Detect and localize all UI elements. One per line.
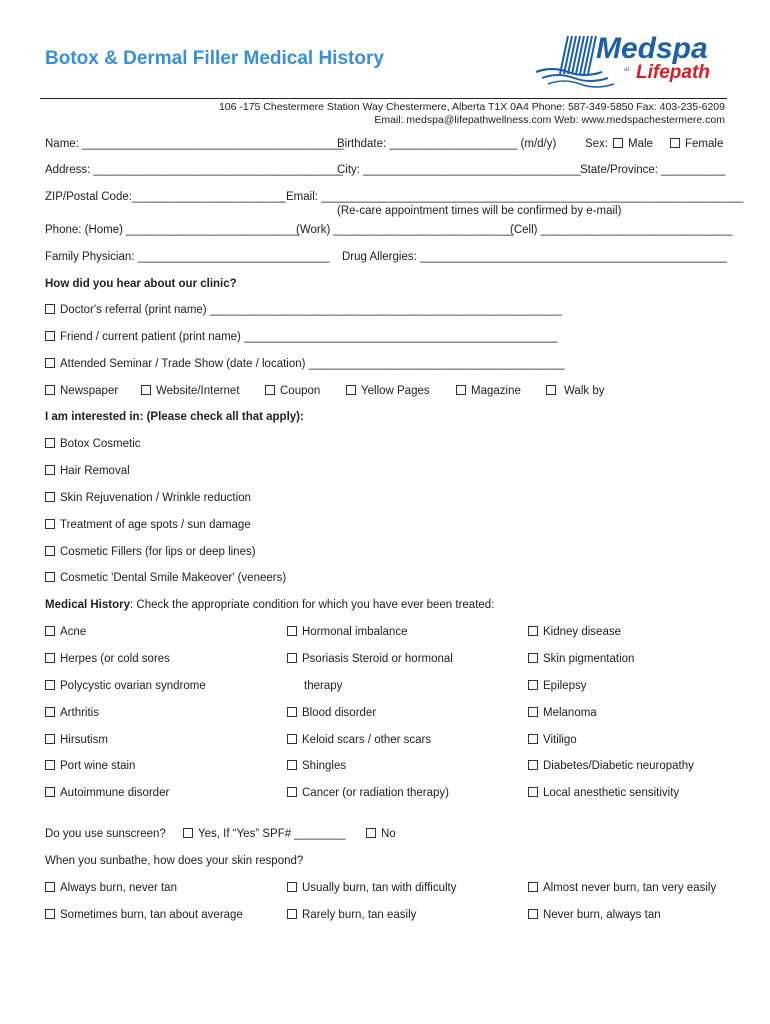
condition-item[interactable] (287, 734, 431, 746)
sun-label: Never burn, always tan (543, 909, 661, 921)
interest-label: Cosmetic 'Dental Smile Makeover' (veneers) (60, 572, 287, 584)
interest-item[interactable] (45, 438, 141, 450)
condition-label: Psoriasis Steroid or hormonal (302, 653, 453, 665)
interest-item[interactable] (45, 546, 256, 558)
condition-label: Acne (60, 626, 87, 638)
sun-label: Almost never burn, tan very easily (543, 882, 717, 894)
birthdate-field[interactable]: Birthdate: ____________________ (m/d/y) (337, 138, 557, 150)
source-label: Coupon (280, 385, 321, 397)
sun-option[interactable] (45, 882, 177, 894)
source-yellow-pages[interactable] (346, 385, 430, 397)
condition-checkbox[interactable] (45, 680, 55, 690)
condition-label: Shingles (302, 760, 347, 772)
condition-checkbox[interactable] (287, 787, 297, 797)
source-checkbox[interactable] (141, 385, 151, 395)
male-option[interactable] (613, 138, 653, 150)
sun-label: Sometimes burn, tan about average (60, 909, 243, 921)
condition-item[interactable] (528, 653, 634, 665)
physician-field[interactable]: Family Physician: ______________________________ (45, 251, 330, 263)
interest-label: Hair Removal (60, 465, 130, 477)
condition-item[interactable] (287, 653, 453, 665)
condition-checkbox[interactable] (528, 787, 538, 797)
phone-cell-field[interactable]: (Cell) ______________________________ (510, 224, 733, 236)
sun-checkbox[interactable] (287, 882, 297, 892)
condition-checkbox[interactable] (45, 626, 55, 636)
condition-checkbox[interactable] (528, 707, 538, 717)
condition-item[interactable] (45, 680, 206, 692)
condition-label: Cancer (or radiation therapy) (302, 787, 450, 799)
condition-label: Arthritis (60, 707, 99, 719)
sunscreen-no-option[interactable] (366, 828, 396, 840)
condition-checkbox[interactable] (45, 760, 55, 770)
hear-option-label: Friend / current patient (print name) _________________________________________________ (60, 331, 558, 343)
sun-checkbox[interactable] (287, 909, 297, 919)
condition-label: Diabetes/Diabetic neuropathy (543, 760, 694, 772)
source-magazine[interactable] (456, 385, 521, 397)
name-field[interactable]: Name: _________________________________________ (45, 138, 345, 150)
source-label: Newspaper (60, 385, 119, 397)
medspa-logo (532, 32, 728, 92)
address-field[interactable]: Address: _______________________________________ (45, 164, 344, 176)
hear-option-label: Attended Seminar / Trade Show (date / location) ________________________________________ (60, 358, 565, 370)
condition-checkbox[interactable] (287, 626, 297, 636)
condition-item[interactable] (287, 707, 376, 719)
male-label: Male (628, 138, 653, 150)
sun-option[interactable] (287, 882, 456, 894)
interest-item[interactable] (45, 519, 251, 531)
state-field[interactable]: State/Province: __________ (580, 164, 726, 176)
clinic-address: 106 -175 Chestermere Station Way Chestermere, Alberta T1X 0A4 Phone: 587-349-5850 Fax: 403-235-6209 (218, 101, 725, 113)
female-checkbox[interactable] (670, 138, 680, 148)
source-checkbox[interactable] (45, 385, 55, 395)
sun-label: Usually burn, tan with difficulty (302, 882, 457, 894)
medical-heading-rest: : Check the appropriate condition for which you have ever been treated: (130, 599, 495, 611)
hear-heading: How did you hear about our clinic? (45, 278, 237, 290)
condition-item[interactable] (528, 626, 621, 638)
condition-label: Port wine stain (60, 760, 136, 772)
sun-option[interactable] (287, 909, 416, 921)
condition-label: Keloid scars / other scars (302, 734, 432, 746)
female-option[interactable] (670, 138, 723, 150)
condition-item[interactable] (528, 734, 577, 746)
phone-work-field[interactable]: (Work) ____________________________ (296, 224, 513, 236)
source-walk-by[interactable] (546, 385, 604, 397)
hear-option[interactable] (45, 331, 557, 343)
condition-item[interactable] (287, 626, 407, 638)
condition-item[interactable] (528, 787, 679, 799)
sex-label: Sex: (585, 138, 609, 150)
sun-label: Rarely burn, tan easily (302, 909, 417, 921)
source-label: Magazine (471, 385, 521, 397)
sunscreen-question: Do you use sunscreen? (45, 828, 166, 840)
interest-heading: I am interested in: (Please check all that apply): (45, 411, 304, 423)
phone-home-field[interactable]: Phone: (Home) ___________________________ (45, 224, 299, 236)
source-checkbox[interactable] (346, 385, 356, 395)
sun-checkbox[interactable] (45, 882, 55, 892)
condition-label: Skin pigmentation (543, 653, 635, 665)
sun-label: Always burn, never tan (60, 882, 177, 894)
sun-checkbox[interactable] (528, 909, 538, 919)
condition-label: Blood disorder (302, 707, 377, 719)
hear-option[interactable] (45, 358, 565, 370)
form-title: Botox & Dermal Filler Medical History (45, 48, 384, 69)
condition-label: Hormonal imbalance (302, 626, 408, 638)
medical-heading-bold: Medical History (45, 599, 130, 611)
interest-checkbox[interactable] (45, 492, 55, 502)
hear-checkbox[interactable] (45, 331, 55, 341)
condition-item[interactable] (528, 707, 597, 719)
sun-question: When you sunbathe, how does your skin respond? (45, 855, 304, 867)
interest-item[interactable] (45, 572, 286, 584)
interest-checkbox[interactable] (45, 465, 55, 475)
condition-item[interactable] (45, 707, 99, 719)
hear-option-label: Doctor's referral (print name) _______________________________________________________ (60, 304, 562, 316)
condition-checkbox[interactable] (528, 680, 538, 690)
sunscreen-yes-checkbox[interactable] (183, 828, 193, 838)
sunscreen-no-checkbox[interactable] (366, 828, 376, 838)
interest-item[interactable] (45, 465, 130, 477)
sunscreen-yes-label: Yes, If “Yes” SPF# ________ (198, 828, 346, 840)
hear-checkbox[interactable] (45, 358, 55, 368)
sun-option[interactable] (45, 909, 243, 921)
condition-label: Vitiligo (543, 734, 577, 746)
interest-checkbox[interactable] (45, 438, 55, 448)
condition-item[interactable] (528, 760, 694, 772)
city-field[interactable]: City: __________________________________ (337, 164, 581, 176)
condition-item[interactable] (45, 734, 108, 746)
interest-checkbox[interactable] (45, 572, 55, 582)
source-website[interactable] (141, 385, 240, 397)
email-note: (Re-care appointment times will be confirmed by e-mail) (337, 205, 622, 217)
condition-checkbox[interactable] (45, 707, 55, 717)
female-label: Female (685, 138, 724, 150)
logo-tag: at (624, 67, 630, 73)
condition-label: Melanoma (543, 707, 597, 719)
header-rule (40, 98, 727, 99)
source-newspaper[interactable] (45, 385, 118, 397)
source-label: Yellow Pages (361, 385, 430, 397)
condition-checkbox[interactable] (287, 653, 297, 663)
condition-item[interactable] (45, 626, 86, 638)
condition-checkbox[interactable] (528, 760, 538, 770)
zip-field[interactable]: ZIP/Postal Code:________________________ (45, 191, 286, 203)
interest-label: Skin Rejuvenation / Wrinkle reduction (60, 492, 251, 504)
condition-checkbox[interactable] (45, 653, 55, 663)
interest-item[interactable] (45, 492, 251, 504)
hear-option[interactable] (45, 304, 562, 316)
source-label: Website/Internet (156, 385, 240, 397)
source-checkbox[interactable] (265, 385, 275, 395)
sun-option[interactable] (528, 882, 716, 894)
interest-label: Treatment of age spots / sun damage (60, 519, 251, 531)
sun-checkbox[interactable] (528, 882, 538, 892)
condition-label: Epilepsy (543, 680, 587, 692)
condition-checkbox[interactable] (287, 760, 297, 770)
hear-checkbox[interactable] (45, 304, 55, 314)
source-checkbox[interactable] (456, 385, 466, 395)
condition-item[interactable] (45, 787, 169, 799)
logo-sub: Lifepath (636, 62, 710, 83)
condition-checkbox[interactable] (528, 734, 538, 744)
logo-brand: Medspa (596, 32, 708, 65)
condition-item[interactable] (45, 653, 170, 665)
condition-item[interactable] (287, 760, 346, 772)
condition-label: Kidney disease (543, 626, 621, 638)
source-label: Walk by (564, 385, 605, 397)
sunscreen-yes-option[interactable] (183, 828, 345, 840)
medical-heading (45, 599, 494, 611)
condition-label: Autoimmune disorder (60, 787, 170, 799)
condition-checkbox[interactable] (45, 787, 55, 797)
condition-label: Local anesthetic sensitivity (543, 787, 680, 799)
condition-checkbox[interactable] (528, 626, 538, 636)
condition-item[interactable] (287, 787, 449, 799)
sun-checkbox[interactable] (45, 909, 55, 919)
clinic-contact: Email: medspa@lifepathwellness.com Web: www.medspachestermere.com (374, 114, 725, 126)
condition-checkbox[interactable] (287, 707, 297, 717)
condition-item[interactable] (45, 760, 135, 772)
source-checkbox[interactable] (546, 385, 556, 395)
condition-label: Hirsutism (60, 734, 108, 746)
condition-checkbox[interactable] (45, 734, 55, 744)
sunscreen-no-label: No (381, 828, 396, 840)
condition-item[interactable] (528, 680, 586, 692)
sun-option[interactable] (528, 909, 661, 921)
interest-checkbox[interactable] (45, 519, 55, 529)
condition-label: Polycystic ovarian syndrome (60, 680, 206, 692)
condition-checkbox[interactable] (528, 653, 538, 663)
allergies-field[interactable]: Drug Allergies: ________________________________________________ (342, 251, 727, 263)
condition-checkbox[interactable] (287, 734, 297, 744)
condition-label: Herpes (or cold sores (60, 653, 170, 665)
interest-checkbox[interactable] (45, 546, 55, 556)
email-field[interactable]: Email: __________________________________________________________________ (286, 191, 744, 203)
interest-label: Cosmetic Fillers (for lips or deep lines) (60, 546, 256, 558)
source-coupon[interactable] (265, 385, 320, 397)
condition-label-continued: therapy (304, 680, 343, 692)
interest-label: Botox Cosmetic (60, 438, 141, 450)
male-checkbox[interactable] (613, 138, 623, 148)
